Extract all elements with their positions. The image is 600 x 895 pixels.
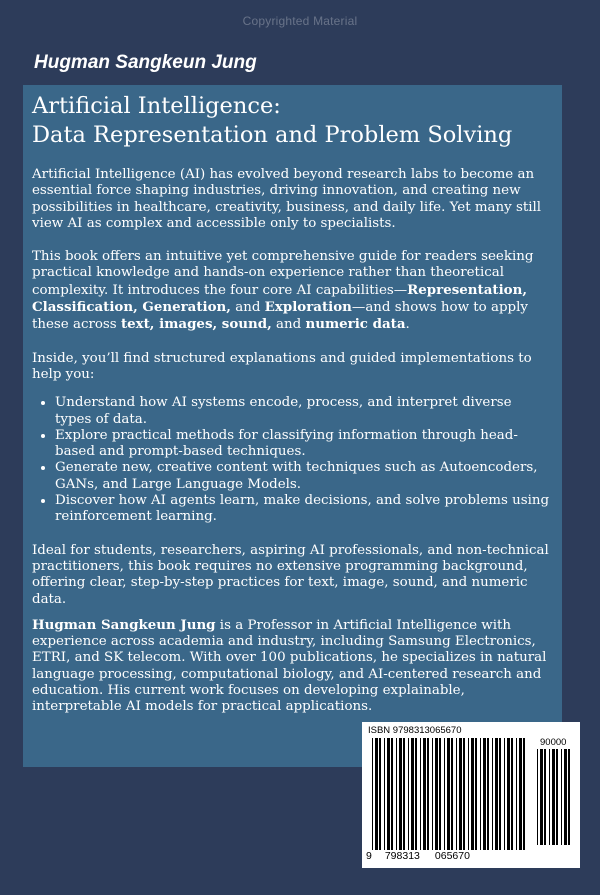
barcode-bar xyxy=(384,738,385,850)
barcode-bar xyxy=(507,738,510,850)
barcode-bar xyxy=(537,749,538,845)
barcode-bar xyxy=(561,749,562,845)
barcode-bar xyxy=(456,738,457,850)
barcode-bar xyxy=(556,749,558,845)
barcode-bar xyxy=(444,738,445,850)
copyright-watermark: Copyrighted Material xyxy=(242,14,358,28)
barcode-bar xyxy=(468,738,469,850)
barcode-bar xyxy=(564,749,567,845)
audience-paragraph: Ideal for students, researchers, aspiring AI professionals, and non-technical practitioners, this book requires no extensive programming background, offering clear, step-by-step practices for text, image, sound, and numeric data. xyxy=(32,542,549,607)
barcode-bar xyxy=(504,738,505,850)
capabilities-text: and xyxy=(271,317,306,333)
capabilities-bold: numeric data xyxy=(305,316,406,333)
isbn-barcode xyxy=(362,722,580,868)
bio-author-name: Hugman Sangkeun Jung xyxy=(32,616,216,633)
barcode-digits xyxy=(366,850,524,862)
barcode-bar xyxy=(459,738,462,850)
title-line-1: Artificial Intelligence: xyxy=(32,93,281,119)
barcode-bar xyxy=(396,738,397,850)
list-item: • Discover how AI agents learn, make decisions, and solve problems using reinforcement learning. xyxy=(55,493,550,526)
barcode-bar xyxy=(375,738,378,850)
barcode-bar xyxy=(387,738,390,850)
intro-paragraph: Artificial Intelligence (AI) has evolved beyond research labs to become an essential force shaping industries, driving innovation, and creating new possibilities in healthcare, creativity, business, and daily life. Yet many still view AI as complex and accessible only to specialists. xyxy=(32,167,542,231)
capabilities-text: and xyxy=(230,300,265,316)
list-item: • Understand how AI systems encode, process, and interpret diverse types of data. xyxy=(55,395,550,428)
capabilities-text: —and shows how to apply these across xyxy=(32,300,528,333)
barcode-bar xyxy=(549,749,550,845)
barcode-bar xyxy=(523,738,525,850)
barcode-bar xyxy=(427,738,429,850)
price-barcode-bars xyxy=(535,749,575,845)
list-item: • Generate new, creative content with techniques such as Autoencoders, GANs, and Large Language Models. xyxy=(55,460,550,493)
book-title xyxy=(32,92,557,150)
barcode-bar xyxy=(471,738,474,850)
barcode-bar xyxy=(411,738,414,850)
barcode-bar xyxy=(544,749,546,845)
isbn-label: ISBN 9798313065670 xyxy=(368,725,462,736)
barcode-bar xyxy=(519,738,522,850)
barcode-bar xyxy=(379,738,381,850)
barcode-bar xyxy=(415,738,417,850)
barcode-bar xyxy=(499,738,501,850)
author-name: Hugman Sangkeun Jung xyxy=(34,52,257,73)
bio-text: is a Professor in Artificial Intelligence with experience across academia and industry, including Samsung Electronics, ETRI, and SK telecom. With over 100 publications, he specializes in natural language processing, computational biology, and AI-centered research and education. His current work focuses on developing explainable, interpretable AI models for practical applications. xyxy=(32,617,547,715)
barcode-digit-group: 9 xyxy=(366,850,372,862)
feature-list xyxy=(32,395,550,525)
barcode-bar xyxy=(516,738,517,850)
barcode-bar xyxy=(432,738,433,850)
capabilities-text: . xyxy=(405,317,410,333)
barcode-bar xyxy=(372,738,373,850)
barcode-bar xyxy=(552,749,555,845)
barcode-bar xyxy=(451,738,453,850)
barcode-bar xyxy=(540,749,543,845)
barcode-bar xyxy=(511,738,513,850)
capabilities-text: This book offers an intuitive yet comprehensive guide for readers seeking practical knowledge and hands-on experience rather than theoretical complexity. It introduces the four core AI capabilities— xyxy=(32,249,534,298)
barcode-bar xyxy=(420,738,421,850)
barcode-bar xyxy=(483,738,486,850)
barcode-bar xyxy=(487,738,489,850)
author-bio xyxy=(32,617,550,716)
barcode-bar xyxy=(391,738,393,850)
barcode-bar xyxy=(480,738,481,850)
barcode-bar xyxy=(408,738,409,850)
barcode-bar xyxy=(399,738,402,850)
title-line-2: Data Representation and Problem Solving xyxy=(32,122,513,148)
inside-paragraph: Inside, you’ll find structured explanations and guided implementations to help you: xyxy=(32,350,532,382)
list-item: • Explore practical methods for classifying information through head-based and prompt-based techniques. xyxy=(55,428,550,461)
barcode-bar xyxy=(447,738,450,850)
capabilities-bold: Representation, Classification, Generation, xyxy=(32,281,527,316)
barcode-bar xyxy=(568,749,570,845)
barcode-digit-group: 065670 xyxy=(434,850,470,862)
barcode-bars xyxy=(370,738,528,850)
barcode-digit-group: 798313 xyxy=(384,850,420,862)
back-cover-text xyxy=(32,167,550,733)
barcode-bar xyxy=(495,738,498,850)
barcode-bar xyxy=(423,738,426,850)
barcode-bar xyxy=(475,738,477,850)
capabilities-bold: text, images, sound, xyxy=(120,316,272,333)
barcode-bar xyxy=(492,738,493,850)
barcode-bar xyxy=(403,738,405,850)
capabilities-paragraph xyxy=(32,249,550,333)
barcode-bar xyxy=(463,738,465,850)
price-code: 90000 xyxy=(540,737,567,748)
barcode-bar xyxy=(439,738,441,850)
barcode-bar xyxy=(435,738,438,850)
capabilities-bold: Exploration xyxy=(264,299,352,316)
